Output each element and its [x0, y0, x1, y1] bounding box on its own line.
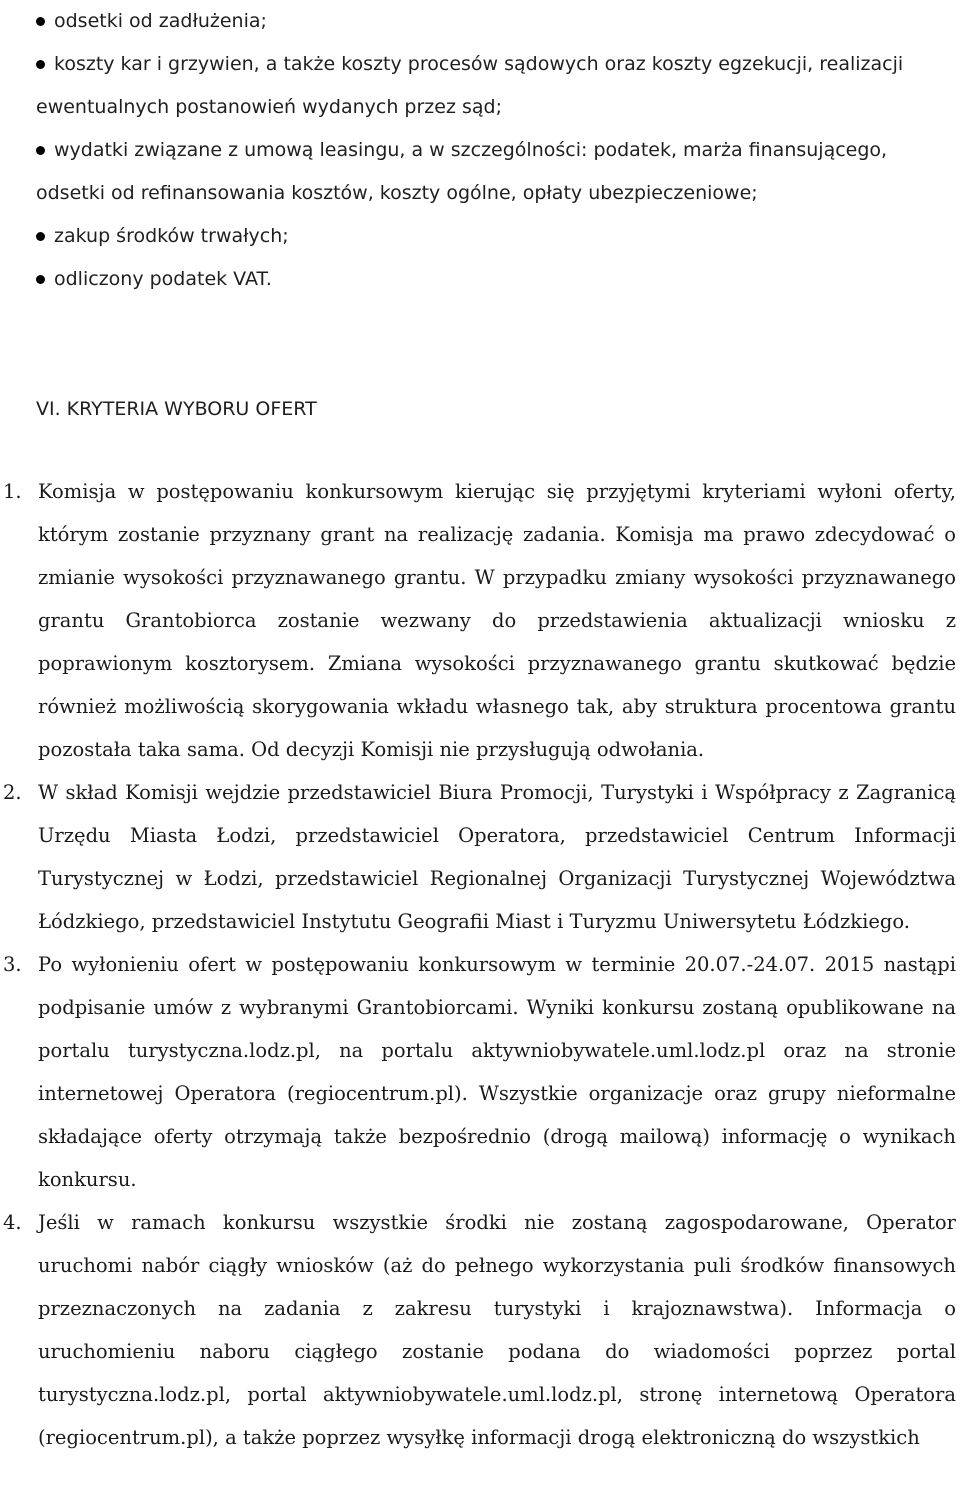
excluded-costs-list [0, 0, 940, 301]
numbered-item-2 [0, 771, 960, 943]
list-item [0, 215, 940, 258]
list-item-text: koszty kar i grzywien, a także koszty procesów sądowych oraz koszty egzekucji, realizacji ewentualnych postanowień wydanych przez sąd; [36, 53, 904, 118]
item-text: W skład Komisji wejdzie przedstawiciel Biura Promocji, Turystyki i Współpracy z Zagranicą Urzędu Miasta Łodzi, przedstawiciel Operatora, przedstawiciel Centrum Informacji Turystycznej w Łodzi, przedstawiciel Regionalnej Organizacji Turystycznej Województwa Łódzkiego, przedstawiciel Instytutu Geografii Miast i Turyzmu Uniwersytetu Łódzkiego. [38, 781, 956, 933]
item-text: Jeśli w ramach konkursu wszystkie środki nie zostaną zagospodarowane, Operator uruchomi nabór ciągły wniosków (aż do pełnego wykorzystania puli środków finansowych przeznaczonych na zadania z zakresu turystyki i krajoznawstwa). Informacja o uruchomieniu naboru ciągłego zostanie podana do wiadomości poprzez portal turystyczna.lodz.pl, portal aktywniobywatele.uml.lodz.pl, stronę internetową Operatora (regiocentrum.pl), a także poprzez wysyłkę informacji drogą elektroniczną do wszystkich [38, 1211, 956, 1449]
bullet-icon [36, 146, 45, 155]
bullet-icon [36, 275, 45, 284]
list-item-text: odsetki od zadłużenia; [54, 10, 267, 32]
numbered-item-3 [0, 943, 960, 1201]
item-text: Komisja w postępowaniu konkursowym kierując się przyjętymi kryteriami wyłoni oferty, którym zostanie przyznany grant na realizację zadania. Komisja ma prawo zdecydować o zmianie wysokości przyznawanego grantu. W przypadku zmiany wysokości przyznawanego grantu Grantobiorca zostanie wezwany do przedstawienia aktualizacji wniosku z poprawionym kosztorysem. Zmiana wysokości przyznawanego grantu skutkować będzie również możliwością skorygowania wkładu własnego tak, aby struktura procentowa grantu pozostała taka sama. Od decyzji Komisji nie przysługują odwołania. [38, 480, 956, 761]
criteria-numbered-list [0, 470, 960, 1459]
item-number: 2. [3, 781, 22, 804]
list-item [0, 129, 940, 215]
item-number: 4. [3, 1211, 22, 1234]
list-item-text: wydatki związane z umową leasingu, a w szczególności: podatek, marża finansującego, odsetki od refinansowania kosztów, koszty ogólne, opłaty ubezpieczeniowe; [36, 139, 888, 204]
list-item-text: zakup środków trwałych; [54, 225, 289, 247]
list-item [0, 43, 940, 129]
numbered-item-1 [0, 470, 960, 771]
bullet-icon [36, 60, 45, 69]
item-text: Po wyłonieniu ofert w postępowaniu konkursowym w terminie 20.07.-24.07. 2015 nastąpi podpisanie umów z wybranymi Grantobiorcami. Wyniki konkursu zostaną opublikowane na portalu turystyczna.lodz.pl, na portalu aktywniobywatele.uml.lodz.pl oraz na stronie internetowej Operatora (regiocentrum.pl). Wszystkie organizacje oraz grupy nieformalne składające oferty otrzymają także bezpośrednio (drogą mailową) informację o wynikach konkursu. [38, 953, 956, 1191]
item-number: 1. [3, 480, 22, 503]
numbered-item-4 [0, 1201, 960, 1459]
bullet-icon [36, 232, 45, 241]
section-heading: VI. KRYTERIA WYBORU OFERT [36, 398, 317, 420]
list-item-text: odliczony podatek VAT. [54, 268, 272, 290]
bullet-icon [36, 17, 45, 26]
list-item [0, 0, 940, 43]
item-number: 3. [3, 953, 22, 976]
list-item [0, 258, 940, 301]
